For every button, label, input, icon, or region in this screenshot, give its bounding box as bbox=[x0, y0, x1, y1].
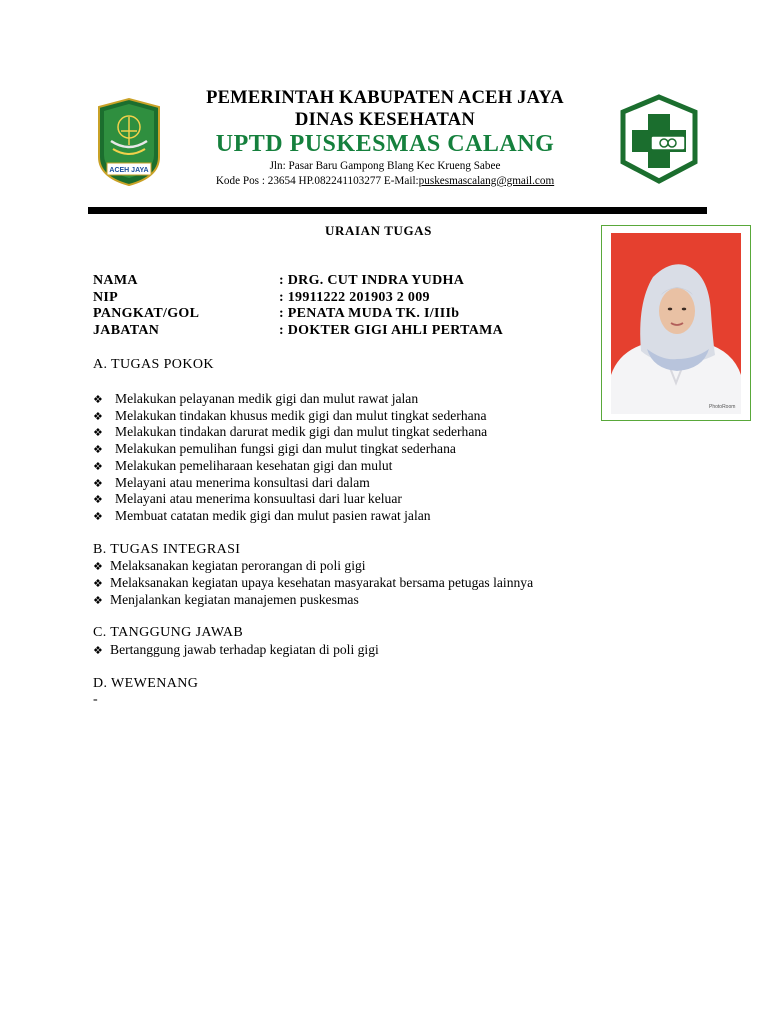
email-link[interactable]: puskesmascalang@gmail.com bbox=[418, 175, 555, 187]
label-jabatan: JABATAN bbox=[93, 323, 160, 338]
photo-watermark: PhotoRoom bbox=[709, 404, 736, 410]
diamond-bullet-icon: ❖ bbox=[93, 560, 103, 573]
diamond-bullet-icon: ❖ bbox=[93, 460, 103, 473]
crest-text: ACEH JAYA bbox=[109, 167, 149, 174]
section-a-title: A. TUGAS POKOK bbox=[93, 357, 214, 372]
list-item: ❖ Melakukan pelayanan medik gigi dan mulut rawat jalan bbox=[93, 391, 419, 406]
label-nama: NAMA bbox=[93, 273, 138, 288]
list-item: ❖ Melaksanakan kegiatan upaya kesehatan masyarakat bersama petugas lainnya bbox=[93, 575, 534, 590]
value-nama: : DRG. CUT INDRA YUDHA bbox=[279, 273, 465, 288]
header-address: Jln: Pasar Baru Gampong Blang Kec Krueng Sabee bbox=[269, 160, 501, 172]
section-d-dash: - bbox=[93, 692, 99, 707]
value-pangkat: : PENATA MUDA TK. I/IIIb bbox=[279, 306, 460, 321]
section-c-title: C. TANGGUNG JAWAB bbox=[93, 625, 244, 640]
diamond-bullet-icon: ❖ bbox=[93, 410, 103, 423]
list-item: ❖ Melakukan pemeliharaan kesehatan gigi dan mulut bbox=[93, 458, 393, 473]
list-item: ❖ Melayani atau menerima konsultasi dari dalam bbox=[93, 475, 370, 490]
diamond-bullet-icon: ❖ bbox=[93, 644, 103, 657]
header-department: DINAS KESEHATAN bbox=[294, 110, 476, 130]
header-puskesmas-name: UPTD PUSKESMAS CALANG bbox=[215, 131, 555, 157]
header-contact bbox=[140, 175, 630, 187]
value-jabatan: : DOKTER GIGI AHLI PERTAMA bbox=[279, 323, 504, 338]
diamond-bullet-icon: ❖ bbox=[93, 443, 103, 456]
diamond-bullet-icon: ❖ bbox=[93, 577, 103, 590]
list-item: ❖ Melakukan pemulihan fungsi gigi dan mulut tingkat sederhana bbox=[93, 441, 456, 456]
list-item: ❖ Melayani atau menerima konsuultasi dari luar keluar bbox=[93, 491, 402, 506]
section-d-title: D. WEWENANG bbox=[93, 676, 199, 691]
list-item: ❖ Melakukan tindakan darurat medik gigi dan mulut tingkat sederhana bbox=[93, 424, 488, 439]
list-item: ❖ Melakukan tindakan khusus medik gigi dan mulut tingkat sederhana bbox=[93, 408, 487, 423]
header-divider bbox=[88, 207, 707, 214]
list-item: ❖ Melaksanakan kegiatan perorangan di poli gigi bbox=[93, 558, 366, 573]
diamond-bullet-icon: ❖ bbox=[93, 477, 103, 490]
label-nip: NIP bbox=[93, 290, 119, 305]
profile-photo bbox=[611, 233, 741, 414]
list-item: ❖ Bertanggung jawab terhadap kegiatan di poli gigi bbox=[93, 642, 379, 657]
list-item: ❖ Menjalankan kegiatan manajemen puskesmas bbox=[93, 592, 359, 607]
section-b-title: B. TUGAS INTEGRASI bbox=[93, 542, 241, 557]
label-pangkat: PANGKAT/GOL bbox=[93, 306, 200, 321]
value-nip: : 19911222 201903 2 009 bbox=[279, 290, 430, 305]
contact-text: Kode Pos : 23654 HP.082241103277 E-Mail: bbox=[215, 175, 419, 187]
document-title: URAIAN TUGAS bbox=[325, 223, 433, 238]
diamond-bullet-icon: ❖ bbox=[93, 426, 103, 439]
list-item: ❖ Membuat catatan medik gigi dan mulut pasien rawat jalan bbox=[93, 508, 431, 523]
diamond-bullet-icon: ❖ bbox=[93, 510, 103, 523]
diamond-bullet-icon: ❖ bbox=[93, 493, 103, 506]
header-government: PEMERINTAH KABUPATEN ACEH JAYA bbox=[206, 88, 564, 108]
diamond-bullet-icon: ❖ bbox=[93, 393, 103, 406]
diamond-bullet-icon: ❖ bbox=[93, 594, 103, 607]
